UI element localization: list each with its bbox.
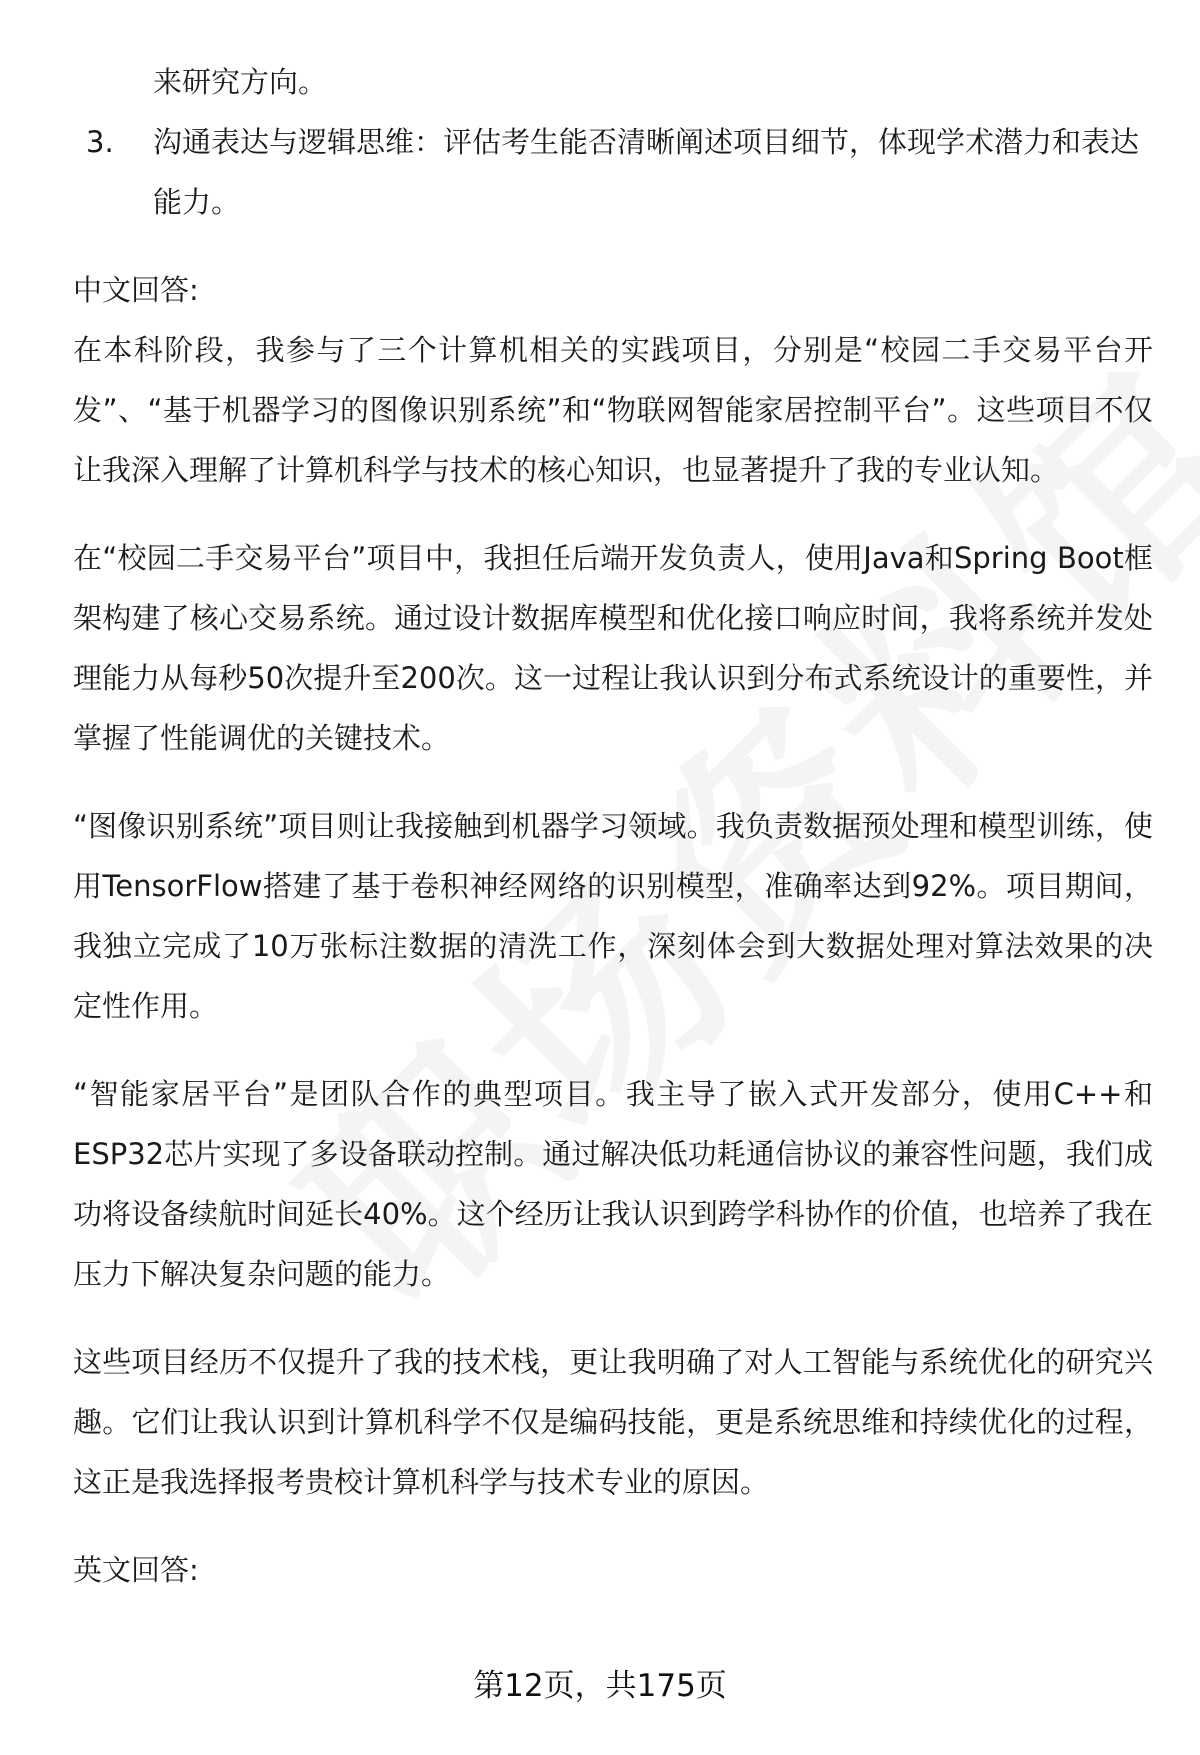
paragraph-2: 在“校园二手交易平台”项目中，我担任后端开发负责人，使用Java和Spring Boot框架构建了核心交易系统。通过设计数据库模型和优化接口响应时间，我将系统并发处理能力从每秒50次提升至200次。这一过程让我认识到分布式系统设计的重要性，并掌握了性能调优的关键技术。 <box>73 541 1153 755</box>
list-item-text: 沟通表达与逻辑思维：评估考生能否清晰阐述项目细节，体现学术潜力和表达能力。 <box>153 125 1140 219</box>
list-item-3 <box>73 112 1153 232</box>
paragraph-5: 这些项目经历不仅提升了我的技术栈，更让我明确了对人工智能与系统优化的研究兴趣。它们让我认识到计算机科学不仅是编码技能，更是系统思维和持续优化的过程，这正是我选择报考贵校计算机科学与技术专业的原因。 <box>73 1345 1153 1499</box>
paragraph-4: “智能家居平台”是团队合作的典型项目。我主导了嵌入式开发部分，使用C++和ESP32芯片实现了多设备联动控制。通过解决低功耗通信协议的兼容性问题，我们成功将设备续航时间延长40%。这个经历让我认识到跨学科协作的价值，也培养了我在压力下解决复杂问题的能力。 <box>73 1077 1153 1291</box>
paragraph-1: 在本科阶段，我参与了三个计算机相关的实践项目，分别是“校园二手交易平台开发”、“基于机器学习的图像识别系统”和“物联网智能家居控制平台”。这些项目不仅让我深入理解了计算机科学与技术的核心知识，也显著提升了我的专业认知。 <box>73 333 1153 487</box>
list-item-continuation: 来研究方向。 <box>153 65 328 99</box>
page-footer: 第12页，共175页 <box>473 1668 727 1704</box>
document-body <box>73 52 1153 1600</box>
english-answer-label: 英文回答: <box>73 1553 199 1587</box>
chinese-answer-label: 中文回答: <box>73 273 199 307</box>
list-number: 3. <box>86 125 114 159</box>
paragraph-3: “图像识别系统”项目则让我接触到机器学习领域。我负责数据预处理和模型训练，使用TensorFlow搭建了基于卷积神经网络的识别模型，准确率达到92%。项目期间，我独立完成了10万张标注数据的清洗工作，深刻体会到大数据处理对算法效果的决定性作用。 <box>73 809 1153 1023</box>
